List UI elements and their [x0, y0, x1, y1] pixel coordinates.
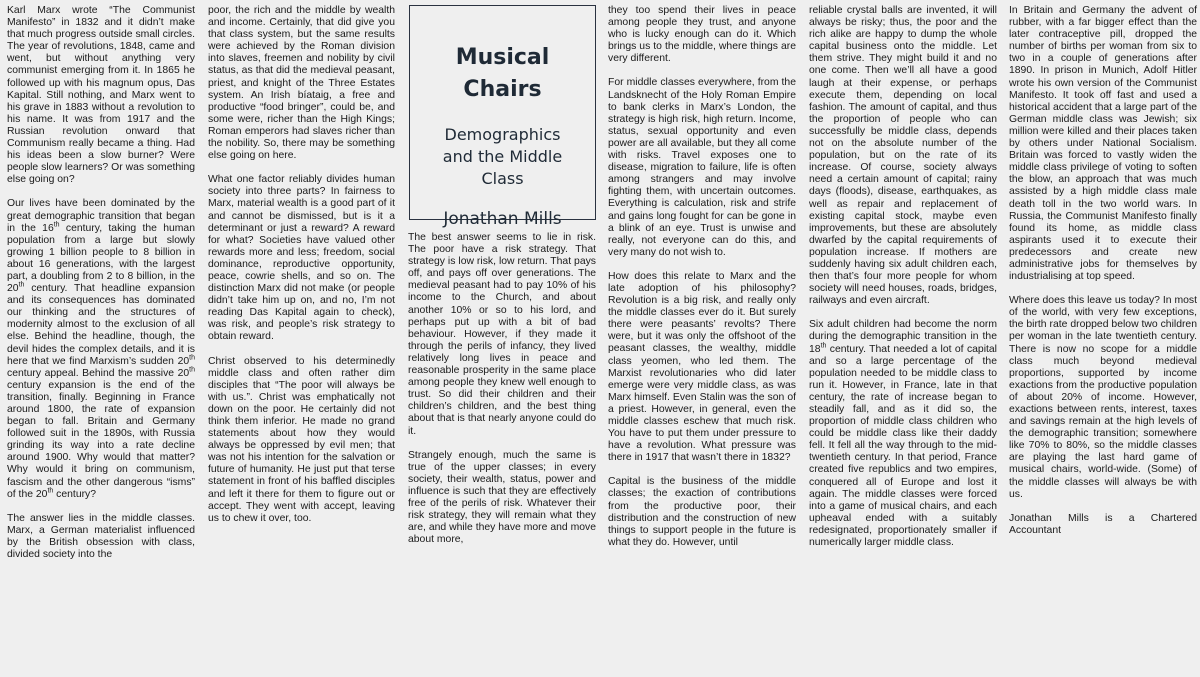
- paragraph: reliable crystal balls are invented, it will always be risky; thus, the poor and the rich alike are happy to dump the whole capital business onto the middle. Let them strive. They might build it and no one come. Then we’ll all have a good laugh at their expense, or perhaps execute them, depending on local fashion. The amount of capital, and thus the proportion of people who can successfully be middle class, depends not on the absolute number of the population, but on the rate of its increase. Of course, society always need a certain amount of capital; rainy days (floods), disease, earthquakes, as well as repair and replacement of existing capital stock, maybe even improvements, but these are absolutely dwarfed by the capital requirements of population increase. If mothers are suddenly having six adult children each, then that’s four more people for whom society will need houses, roads, bridges, railways and even aircraft.: [809, 5, 997, 307]
- paragraph: Christ observed to his determinedly middle class and often rather dim disciples that “The poor will always be with us.”. Christ was emphatically not down on the poor. He certainly did not think them inferior. He made no grand statements about how they would always be oppressed by evil men; that was not his intention for the salvation or future of humanity. He just put that terse statement in front of his baffled disciples and left it there for them to figure out or accept. They went with accept, leaving us to chew it over, too.: [208, 355, 395, 524]
- article-column-2: [208, 5, 395, 525]
- paragraph: In Britain and Germany the advent of rubber, with a far bigger effect than the later contraceptive pill, dropped the number of births per woman from six to two in a couple of generations after 1890. In prison in Munich, Adolf Hitler wrote his own version of the Communist Manifesto. It took off fast and used a historical accident that a large part of the German middle class was Jewish; six million were killed and their places taken by others under National Socialism. Britain was forced to vastly widen the middle class privilege of voting to soften the blow, an approach that was much assisted by a high middle class male death toll in the two world wars. In Russia, the Communist Manifesto finally found its home, as middle class aspirants used it to execute their predecessors and create new administrative jobs for themselves by industrialising at top speed.: [1009, 5, 1197, 283]
- paragraph: Where does this leave us today? In most of the world, with very few exceptions, the birth rate dropped below two children per woman in the late twentieth century. There is now no scope for a middle class much beyond medieval proportions, supported by income exactions from the productive population of about 20% of income. However, exactions between rents, interest, taxes and savings remain at the high levels of the demographic transition; somewhere like 70% to 80%, so the middle classes are playing the last hard game of musical chairs, world-wide. (Some) of the middle classes will always be with us.: [1009, 295, 1197, 500]
- article-column-1: [7, 5, 195, 561]
- paragraph: Capital is the business of the middle classes; the exaction of contributions from the productive poor, their distribution and the construction of new things to support people in the future is what they do. However, until: [608, 476, 796, 548]
- paragraph: Our lives have been dominated by the great demographic transition that began in the 16th century, taking the human population from a large but slowly growing 1 billion people to 8 billion in about 16 generations, with the largest part, a doubling from 2 to 8 billion, in the 20th century. That headline expansion and its consequences has dominated our thinking and the structures of modernity almost to the exclusion of all else. Behind the headline, though, the devil hides the complex details, and it is here that we find Marxism’s sudden 20th century appeal. Behind the massive 20th century expansion is the end of the transition, finally. Beginning in France around 1800, the rate of expansion began to fall. Britain and Germany followed suit in the 1890s, with Russia grinding its way into a rate decline around 1900. Why would that matter? Why would it bring on communism, fascism and the other dangerous “isms” of the 20th century?: [7, 198, 195, 500]
- author-name: Jonathan Mills: [443, 209, 562, 229]
- paragraph: Strangely enough, much the same is true of the upper classes; in every society, their wealth, status, power and influence is such that they are effectively free of the perils of risk. Whatever their risk strategy, they will remain what they are, and while they have more and move about more,: [408, 449, 596, 546]
- author-bio: Jonathan Mills is a Chartered Accountant: [1009, 512, 1197, 536]
- paragraph: poor, the rich and the middle by wealth and income. Certainly, that did give you that class system, but the same results were achieved by the Roman division into slaves, freemen and nobility by civil status, as that did the medieval peasant, priest, and knight of the Three Estates system. An Irish bíataig, a free and productive “food bringer”, could be, and some were, richer than the High Kings; Roman emperors had slaves richer than the nobility. So, there may be something else going on here.: [208, 5, 395, 162]
- title-line: Chairs: [463, 77, 542, 102]
- article-column-5: [809, 5, 997, 549]
- paragraph: Karl Marx wrote “The Communist Manifesto” in 1832 and it didn’t make that much progress outside small circles. The year of revolutions, 1848, came and went, but without anything very communist emerging from it. In 1865 he followed up with his magnum opus, Das Kapital. Still nothing, and Marx went to his grave in 1883 without a revolution to his name. It was from 1917 and the Russian revolution onward that Communism really became a thing. Had his ideas been a slow burner? Were people slow learners? Or was something else going on?: [7, 5, 195, 186]
- article-title: [410, 42, 595, 106]
- article-column-4: [608, 5, 796, 549]
- article-column-3: [408, 232, 596, 546]
- title-line: Musical: [455, 45, 550, 70]
- title-box: [409, 5, 596, 229]
- paragraph: The best answer seems to lie in risk. The poor have a risk strategy. That strategy is low risk, low return. That pays off, and pays off over generations. The medieval peasant had to pay 10% of his income to the Church, and about another 10% or so to his lord, and perhaps put up with a bit of bad behaviour. However, if they made it through the perils of infancy, they lived relatively long lives in peace and reasonable prosperity in the same place among people they knew well enough to trust. So did their children and their children’s children, and the best thing about that is that nearly anyone could do it.: [408, 232, 596, 437]
- paragraph: The answer lies in the middle classes. Marx, a German materialist influenced by the British obsession with class, divided society into the: [7, 512, 195, 561]
- article-column-6: [1009, 5, 1197, 537]
- subtitle-line: Demographics: [444, 125, 561, 144]
- paragraph: How does this relate to Marx and the late adoption of his philosophy? Revolution is a big risk, and really only the middle classes ever do it. But surely there were peasants’ revolts? There were, but it was only the offshoot of the peasant classes, the wealthy, middle class yeomen, who led them. The Marxist revolutionaries who did later emerge were very middle class, as was Marx himself. Even Stalin was the son of a priest. However, in general, even the middle classes eschew that much risk. You have to put them under pressure to have a revolution. What pressure was there in 1917 that wasn’t there in 1832?: [608, 270, 796, 464]
- paragraph: they too spend their lives in peace among people they trust, and anyone who is lucky enough can do it. Which brings us to the middle, where things are very different.: [608, 5, 796, 65]
- article-subtitle: [410, 124, 595, 190]
- subtitle-line: Class: [481, 169, 524, 188]
- paragraph: Six adult children had become the norm during the demographic transition in the 18th century. That needed a lot of capital and so a large percentage of the population needed to be middle class to run it. However, in France, late in that century, the rate of increase began to steadily fall, and as it did so, the proportion of middle class children who could be middle class like their daddy fell. It fell all the way through to the mid-twentieth century. In that period, France created five republics and two empires, conquered all of Europe and lost it again. The middle classes were forced into a game of musical chairs, and each upheaval ended with a suitably redesignated, proportionately smaller if numerically larger middle class.: [809, 319, 997, 549]
- paragraph: What one factor reliably divides human society into three parts? In fairness to Marx, material wealth is a good part of it and cannot be dismissed, but is it a determinant or just a reward? A reward for what? Societies have valued other rewards more and less; freedom, social dominance, reproductive opportunity, peace, cowrie shells, and so on. The distinction Marx did not make (or people didn’t take him up on, and no, I’m not reading Das Kapital again to check), was risk, and people’s risk strategy to obtain reward.: [208, 174, 395, 343]
- subtitle-line: and the Middle: [442, 147, 563, 166]
- paragraph: For middle classes everywhere, from the Landsknecht of the Holy Roman Empire to bank clerks in Marx’s London, the strategy is high risk, high return. Income, status, sexual opportunity and even power are all available, but they all come with risks. Travel exposes one to disease, migration to failure, life is often among strangers and may involve fighting them, with uncertain outcomes. Everything is calculation, risk and strife and gains long fought for can be gone in a blink of an eye. Trust is unwise and really, not everyone can do this, and very many do not wish to.: [608, 77, 796, 258]
